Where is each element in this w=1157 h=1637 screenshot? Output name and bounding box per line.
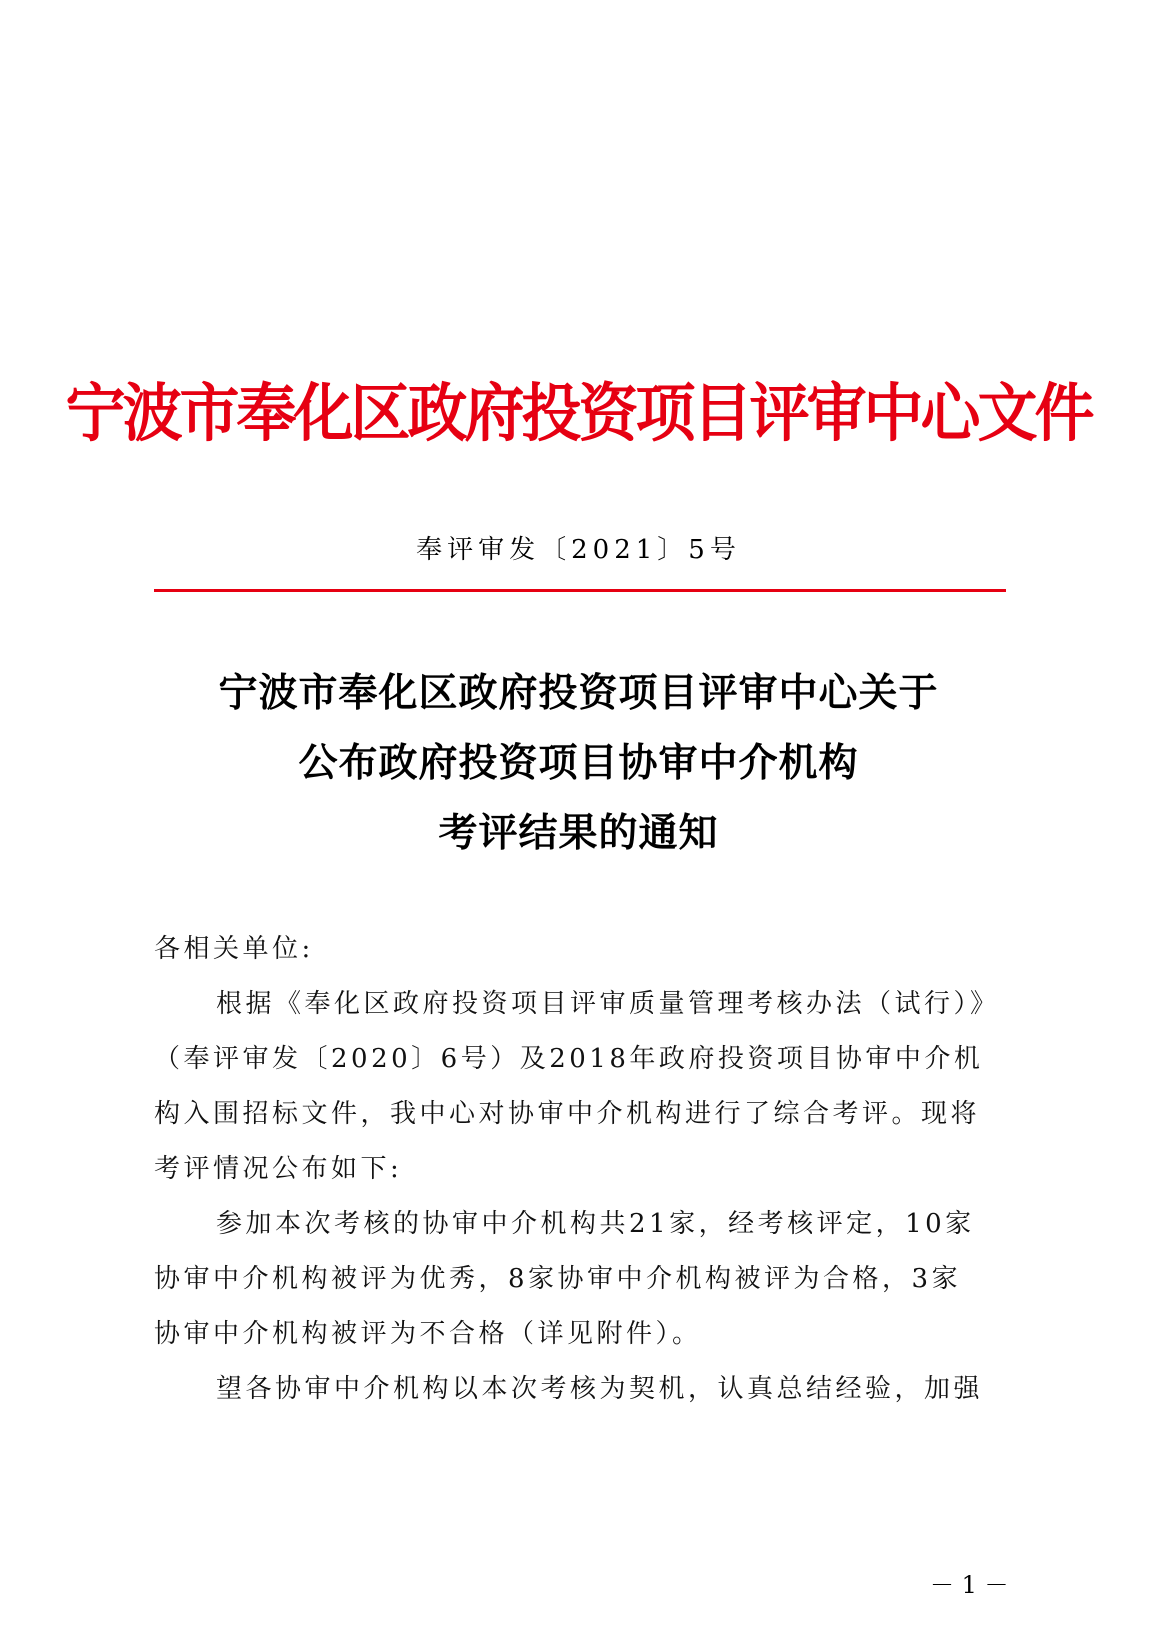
body-line: 协审中介机构被评为优秀，8家协审中介机构被评为合格，3家 — [154, 1264, 962, 1294]
body-line: 根据《奉化区政府投资项目评审质量管理考核办法（试行）》 — [216, 989, 1000, 1019]
body-line: 构入围招标文件，我中心对协审中介机构进行了综合考评。现将 — [154, 1099, 981, 1129]
notice-title-line-2: 公布政府投资项目协审中介机构 — [298, 740, 859, 786]
document-number: 奉评审发〔2021〕5号 — [416, 535, 741, 565]
notice-title-line-1: 宁波市奉化区政府投资项目评审中心关于 — [218, 670, 939, 716]
body-line: 参加本次考核的协审中介机构共21家，经考核评定，10家 — [216, 1209, 975, 1239]
issuer-header-title: 宁波市奉化区政府投资项目评审中心文件 — [65, 377, 1092, 451]
body-line: 协审中介机构被评为不合格（详见附件）。 — [154, 1319, 702, 1349]
body-line: 考评情况公布如下: — [154, 1154, 403, 1184]
notice-body — [154, 922, 1009, 1417]
notice-title-line-3: 考评结果的通知 — [438, 810, 719, 856]
red-divider-line — [154, 589, 1006, 592]
body-line: （奉评审发〔2020〕6号）及2018年政府投资项目协审中介机 — [154, 1044, 984, 1074]
body-line: 望各协审中介机构以本次考核为契机，认真总结经验，加强 — [216, 1374, 984, 1404]
notice-title — [0, 658, 1157, 868]
page-number: － 1 － — [930, 1571, 1009, 1599]
salutation: 各相关单位: — [154, 934, 314, 964]
